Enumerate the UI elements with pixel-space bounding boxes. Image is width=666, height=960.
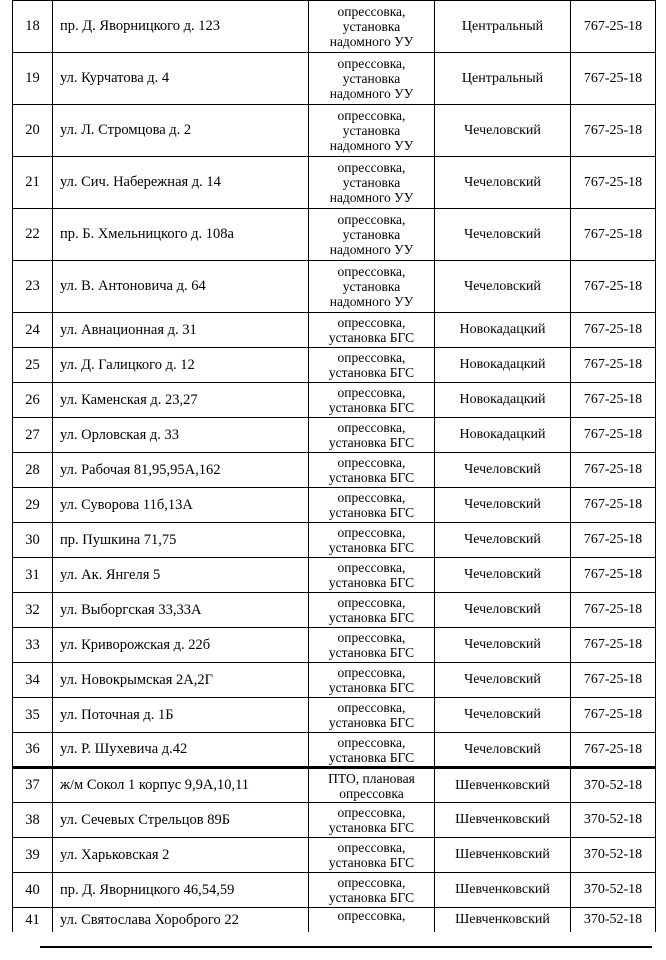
work-type-line: установка [342,71,401,86]
work-type-cell [309,733,435,768]
address-cell: ул. Сечевых Стрельцов 89Б [53,803,309,838]
row-number: 37 [13,768,53,803]
work-type-cell [309,558,435,593]
address-cell: ул. Каменская д. 23,27 [53,383,309,418]
work-type-line: опрессовка, [337,840,406,855]
work-type-line: надомного УУ [329,294,414,309]
district-cell: Новокадацкий [435,383,571,418]
work-type-line: опрессовка, [337,560,406,575]
row-number: 22 [13,209,53,261]
address-cell: ул. Р. Шухевича д.42 [53,733,309,768]
work-type-line: опрессовка, [337,490,406,505]
address-cell: ул. Рабочая 81,95,95А,162 [53,453,309,488]
table-row [13,53,656,105]
schedule-table-container [12,0,655,932]
address-cell: пр. Б. Хмельницкого д. 108а [53,209,309,261]
work-type-line: ПТО, плановая [328,770,415,786]
work-type-line: установка БГС [328,820,415,835]
work-type-cell [309,453,435,488]
district-cell: Чечеловский [435,523,571,558]
phone-cell: 767-25-18 [571,383,656,418]
phone-cell: 370-52-18 [571,908,656,933]
row-number: 20 [13,105,53,157]
schedule-table [12,0,656,932]
district-cell: Шевченковский [435,908,571,933]
address-cell: ул. Криворожская д. 22б [53,628,309,663]
work-type-cell [309,53,435,105]
work-type-line: надомного УУ [329,34,414,49]
table-row [13,558,656,593]
work-type-cell [309,768,435,803]
table-row [13,105,656,157]
table-row [13,313,656,348]
table-row [13,348,656,383]
table-row [13,209,656,261]
address-cell: ул. Ак. Янгеля 5 [53,558,309,593]
phone-cell: 767-25-18 [571,261,656,313]
work-type-cell [309,418,435,453]
phone-cell: 767-25-18 [571,418,656,453]
row-number: 31 [13,558,53,593]
district-cell: Чечеловский [435,698,571,733]
phone-cell: 767-25-18 [571,628,656,663]
address-cell: ул. Харьковская 2 [53,838,309,873]
work-type-line: опрессовка, [337,455,406,470]
row-number: 40 [13,873,53,908]
work-type-line: опрессовка, [337,315,406,330]
work-type-cell [309,523,435,558]
phone-cell: 767-25-18 [571,348,656,383]
district-cell: Чечеловский [435,663,571,698]
work-type-cell [309,698,435,733]
work-type-cell [309,628,435,663]
work-type-line: опрессовка, [337,875,406,890]
work-type-line: установка БГС [328,575,415,590]
work-type-line: установка [342,19,401,34]
phone-cell: 767-25-18 [571,698,656,733]
phone-cell: 767-25-18 [571,523,656,558]
work-type-cell [309,873,435,908]
district-cell: Чечеловский [435,105,571,157]
table-row [13,453,656,488]
work-type-cell [309,209,435,261]
district-cell: Чечеловский [435,157,571,209]
work-type-line: опрессовка, [337,420,406,435]
work-type-cell [309,261,435,313]
work-type-line: установка [342,279,401,294]
work-type-cell [309,105,435,157]
work-type-line: опрессовка, [337,56,406,71]
table-row [13,488,656,523]
work-type-cell [309,488,435,523]
work-type-line: опрессовка [339,785,404,801]
work-type-cell [309,157,435,209]
row-number: 26 [13,383,53,418]
table-row [13,803,656,838]
address-cell: ул. Л. Стромцова д. 2 [53,105,309,157]
phone-cell: 767-25-18 [571,105,656,157]
district-cell: Новокадацкий [435,348,571,383]
work-type-line: установка БГС [328,680,415,695]
work-type-cell [309,838,435,873]
work-type-line: опрессовка, [337,734,406,750]
work-type-line: установка БГС [328,715,415,730]
work-type-line: опрессовка, [337,805,406,820]
district-cell: Чечеловский [435,558,571,593]
table-row [13,523,656,558]
work-type-cell [309,593,435,628]
work-type-line: установка БГС [328,749,415,765]
row-number: 19 [13,53,53,105]
table-row [13,157,656,209]
work-type-line: установка БГС [328,505,415,520]
district-cell: Чечеловский [435,733,571,768]
row-number: 24 [13,313,53,348]
address-cell: ул. Сич. Набережная д. 14 [53,157,309,209]
table-row [13,1,656,53]
work-type-line: опрессовка, [337,264,406,279]
work-type-line: надомного УУ [329,190,414,205]
row-number: 39 [13,838,53,873]
work-type-line: установка БГС [328,435,415,450]
work-type-line: опрессовка, [337,350,406,365]
address-cell: ул. Святослава Хороброго 22 [53,908,309,933]
table-row [13,261,656,313]
district-cell: Шевченковский [435,873,571,908]
work-type-line: опрессовка, [337,665,406,680]
address-cell: ул. В. Антоновича д. 64 [53,261,309,313]
row-number: 34 [13,663,53,698]
work-type-line: опрессовка, [337,525,406,540]
phone-cell: 370-52-18 [571,803,656,838]
phone-cell: 767-25-18 [571,53,656,105]
address-cell: ж/м Сокол 1 корпус 9,9А,10,11 [53,768,309,803]
work-type-cell [309,348,435,383]
row-number: 25 [13,348,53,383]
district-cell: Новокадацкий [435,418,571,453]
work-type-line: опрессовка, [337,595,406,610]
work-type-cell [309,803,435,838]
work-type-line: установка БГС [328,365,415,380]
address-cell: ул. Новокрымская 2А,2Г [53,663,309,698]
work-type-line: установка БГС [328,400,415,415]
phone-cell: 767-25-18 [571,209,656,261]
phone-cell: 767-25-18 [571,488,656,523]
phone-cell: 370-52-18 [571,838,656,873]
row-number: 41 [13,908,53,933]
schedule-table-body [13,1,656,933]
address-cell: ул. Поточная д. 1Б [53,698,309,733]
work-type-line: установка БГС [328,540,415,555]
address-cell: пр. Д. Яворницкого д. 123 [53,1,309,53]
work-type-cell [309,1,435,53]
address-cell: ул. Суворова 11б,13А [53,488,309,523]
phone-cell: 767-25-18 [571,453,656,488]
phone-cell: 767-25-18 [571,593,656,628]
row-number: 23 [13,261,53,313]
table-row [13,383,656,418]
phone-cell: 370-52-18 [571,873,656,908]
district-cell: Шевченковский [435,803,571,838]
table-row [13,628,656,663]
table-row [13,593,656,628]
work-type-line: установка БГС [328,470,415,485]
work-type-line: установка БГС [328,610,415,625]
bottom-rule [40,946,652,948]
table-row [13,873,656,908]
work-type-line: опрессовка, [337,700,406,715]
work-type-cell [309,663,435,698]
district-cell: Чечеловский [435,593,571,628]
address-cell: ул. Выборгская 33,33А [53,593,309,628]
district-cell: Шевченковский [435,838,571,873]
address-cell: пр. Д. Яворницкого 46,54,59 [53,873,309,908]
work-type-line: опрессовка, [337,108,406,123]
district-cell: Новокадацкий [435,313,571,348]
work-type-line: установка [342,123,401,138]
work-type-cell [309,313,435,348]
row-number: 18 [13,1,53,53]
work-type-line: установка БГС [328,645,415,660]
work-type-line: надомного УУ [329,242,414,257]
work-type-cell [309,908,435,933]
row-number: 27 [13,418,53,453]
district-cell: Чечеловский [435,488,571,523]
district-cell: Чечеловский [435,209,571,261]
phone-cell: 767-25-18 [571,558,656,593]
row-number: 30 [13,523,53,558]
work-type-line: опрессовка, [337,212,406,227]
work-type-line: опрессовка, [337,630,406,645]
address-cell: пр. Пушкина 71,75 [53,523,309,558]
district-cell: Центральный [435,1,571,53]
row-number: 36 [13,733,53,768]
phone-cell: 767-25-18 [571,1,656,53]
table-row [13,698,656,733]
table-row [13,663,656,698]
phone-cell: 767-25-18 [571,313,656,348]
work-type-line: надомного УУ [329,138,414,153]
address-cell: ул. Авнационная д. 31 [53,313,309,348]
work-type-line: установка [342,175,401,190]
phone-cell: 767-25-18 [571,733,656,768]
district-cell: Чечеловский [435,628,571,663]
phone-cell: 767-25-18 [571,157,656,209]
address-cell: ул. Д. Галицкого д. 12 [53,348,309,383]
district-cell: Чечеловский [435,261,571,313]
table-row [13,768,656,803]
phone-cell: 370-52-18 [571,768,656,803]
work-type-cell [309,383,435,418]
table-row [13,838,656,873]
work-type-line: установка БГС [328,330,415,345]
address-cell: ул. Орловская д. 33 [53,418,309,453]
work-type-line: надомного УУ [329,86,414,101]
district-cell: Чечеловский [435,453,571,488]
row-number: 33 [13,628,53,663]
work-type-line: опрессовка, [337,908,406,923]
row-number: 32 [13,593,53,628]
district-cell: Шевченковский [435,768,571,803]
work-type-line: установка БГС [328,855,415,870]
work-type-line: опрессовка, [337,160,406,175]
work-type-line: установка БГС [328,890,415,905]
table-row [13,418,656,453]
work-type-line: установка [342,227,401,242]
phone-cell: 767-25-18 [571,663,656,698]
table-row [13,733,656,768]
row-number: 28 [13,453,53,488]
row-number: 29 [13,488,53,523]
row-number: 21 [13,157,53,209]
row-number: 38 [13,803,53,838]
district-cell: Центральный [435,53,571,105]
work-type-line: опрессовка, [337,4,406,19]
address-cell: ул. Курчатова д. 4 [53,53,309,105]
work-type-line: опрессовка, [337,385,406,400]
row-number: 35 [13,698,53,733]
table-row [13,908,656,933]
